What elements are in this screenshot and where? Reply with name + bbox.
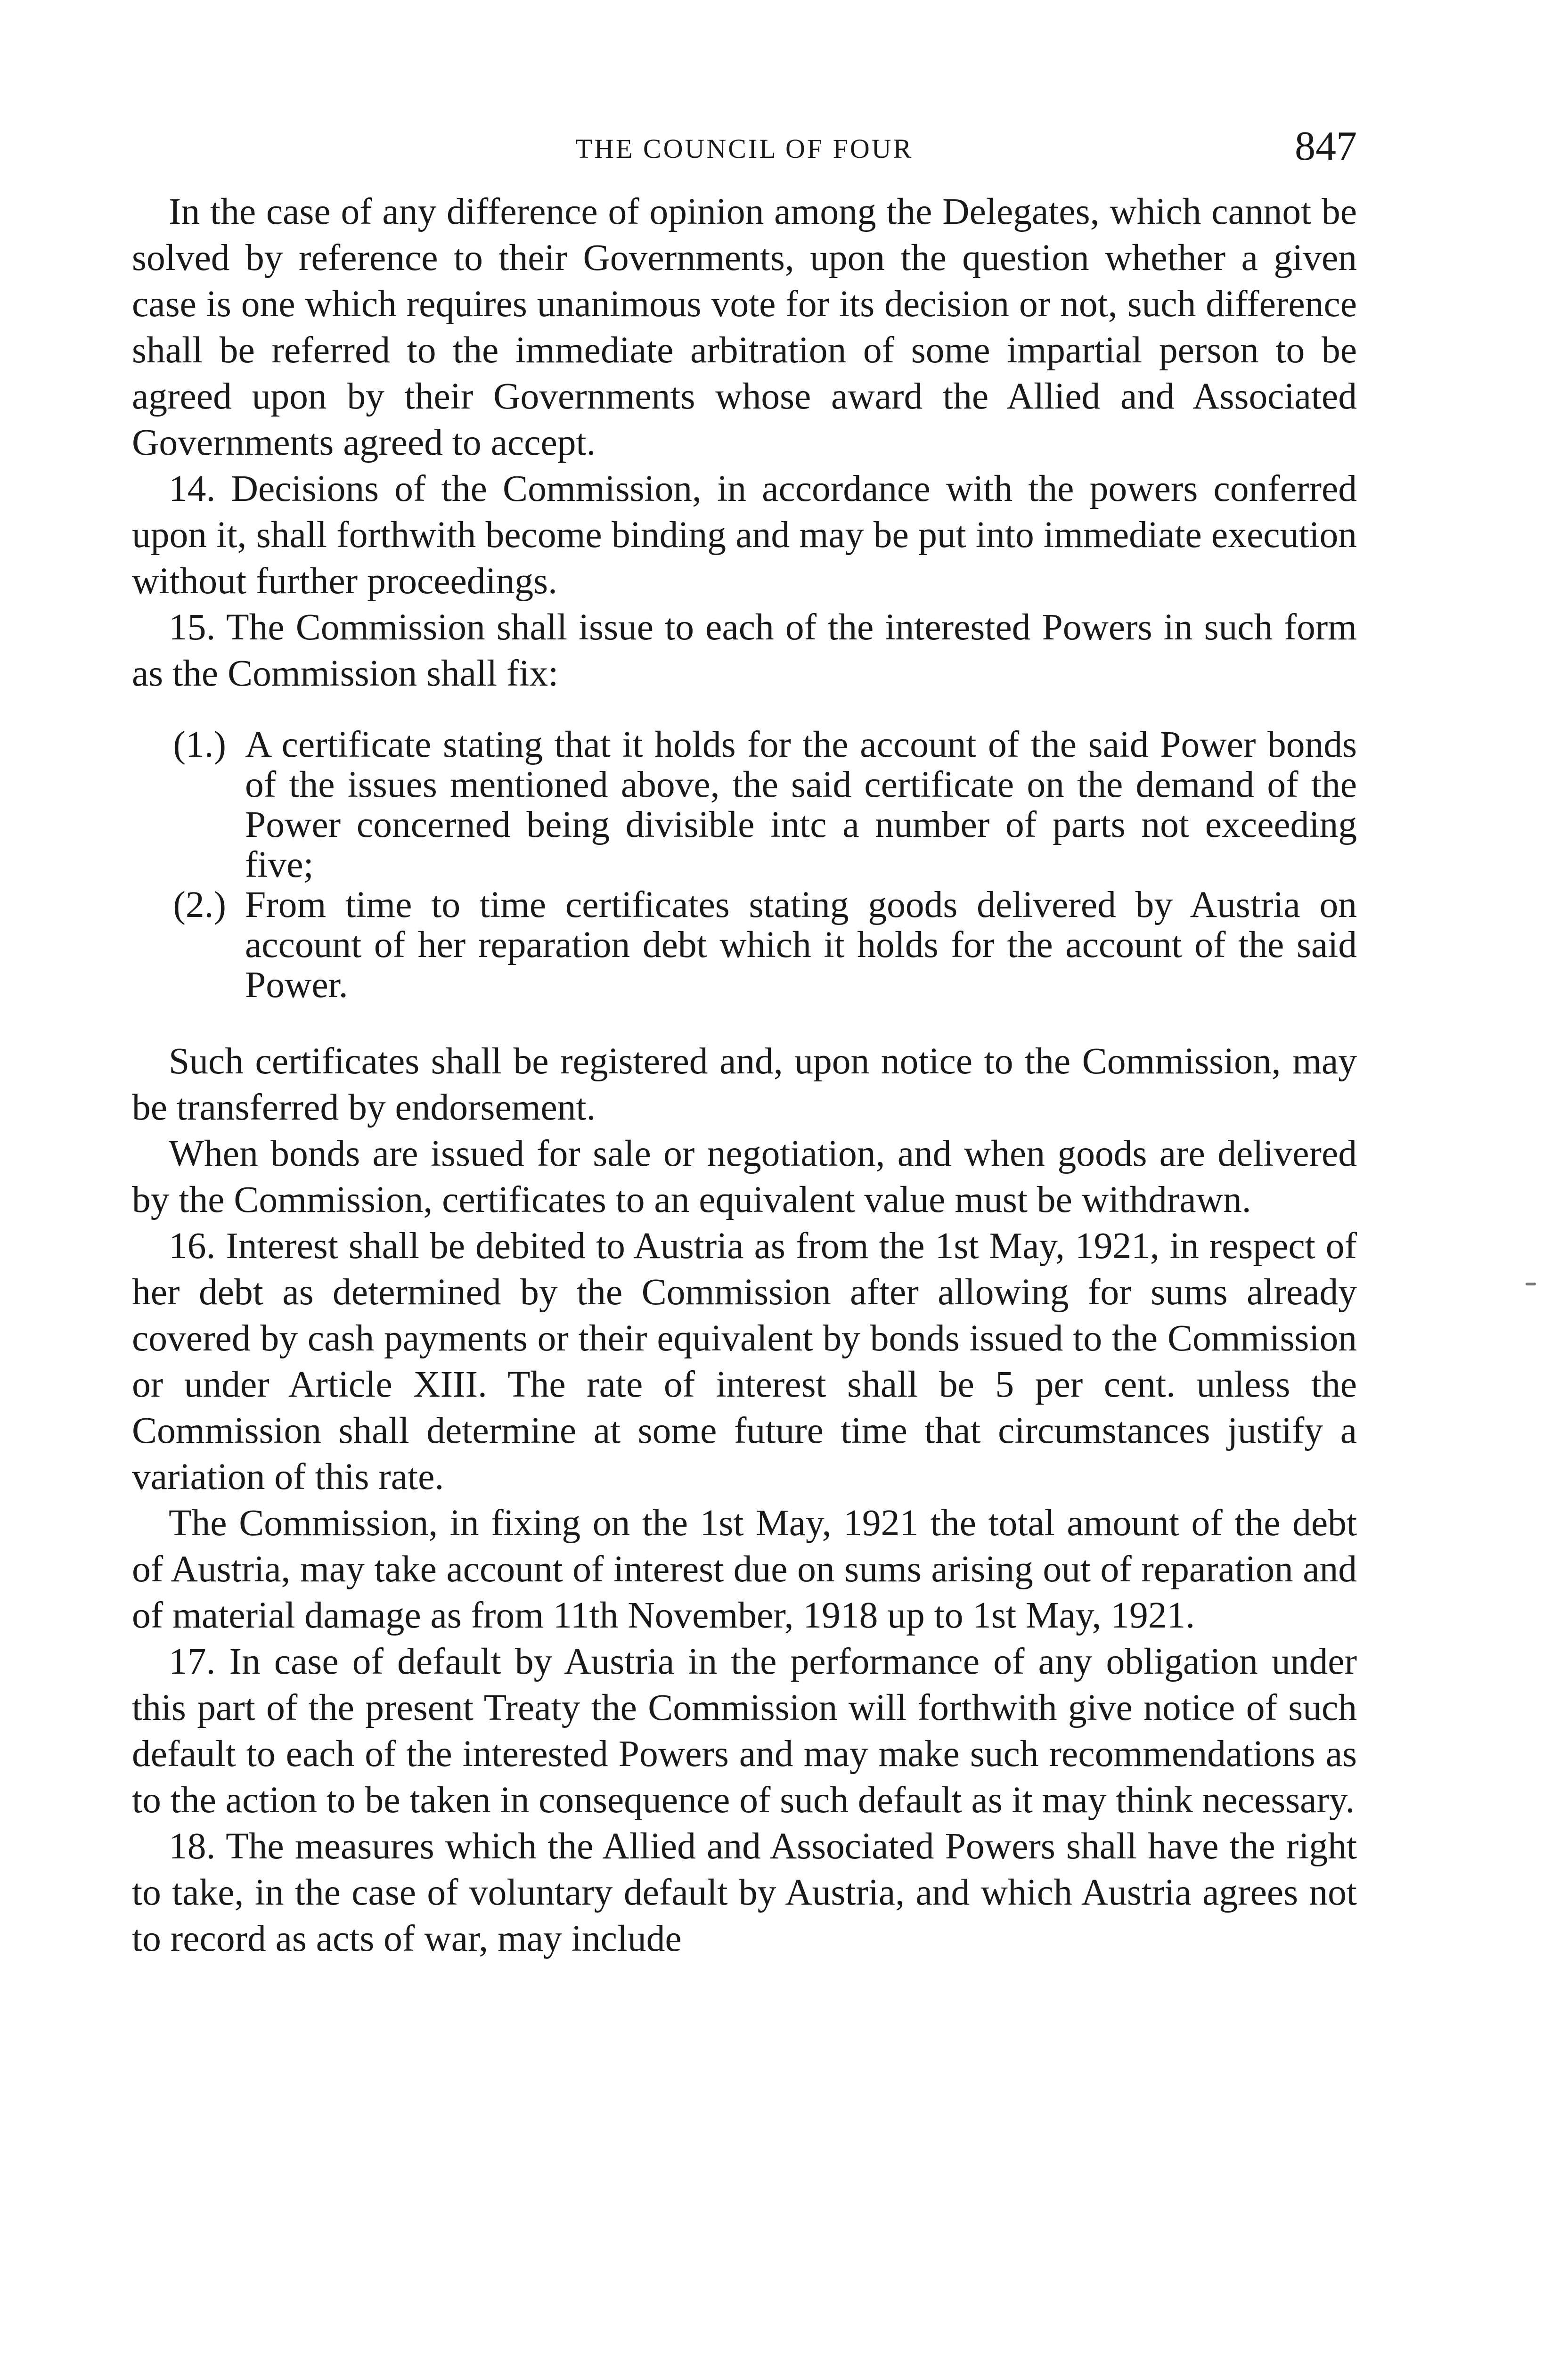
certificate-list — [132, 725, 1357, 1005]
paragraph-article-15: 15. The Commission shall issue to each of the interested Powers in such form as the Commission shall fix: — [132, 606, 1357, 694]
margin-mark — [1526, 1283, 1536, 1285]
list-item-text: A certificate stating that it holds for the account of the said Power bonds of the issues mentioned above, the said certificate on the demand of the Power concerned being divisible intc a number of parts not exceeding five; — [245, 724, 1357, 885]
paragraph-article-16: 16. Interest shall be debited to Austria as from the 1st May, 1921, in respect of her debt as determined by the Commission after allowing for sums already covered by cash payments or their equivalent by bonds issued to the Commission or under Article XIII. The rate of interest shall be 5 per cent. unless the Commission shall determine at some future time that circumstances justify a variation of this rate. — [132, 1225, 1357, 1497]
list-item-number: (1.) — [173, 724, 226, 765]
list-item — [132, 725, 1357, 885]
page-number: 847 — [1295, 123, 1357, 169]
paragraph-registration: Such certificates shall be registered and, upon notice to the Commission, may be transferred by endorsement. — [132, 1040, 1357, 1128]
list-item-text: From time to time certificates stating goods delivered by Austria on account of her reparation debt which it holds for the account of the said Power. — [245, 884, 1357, 1006]
list-item — [132, 885, 1357, 1005]
document-page — [132, 123, 1357, 1962]
paragraph-arbitration: In the case of any difference of opinion among the Delegates, which cannot be solved by reference to their Governments, upon the question whether a given case is one which requires unanimous vote for its decision or not, such difference shall be referred to the immediate arbitration of some impartial person to be agreed upon by their Governments whose award the Allied and Associated Governments agreed to accept. — [132, 191, 1357, 463]
paragraph-withdrawal: When bonds are issued for sale or negotiation, and when goods are delivered by the Commission, certificates to an equivalent value must be withdrawn. — [132, 1133, 1357, 1220]
paragraph-article-18: 18. The measures which the Allied and Associated Powers shall have the right to take, in the case of voluntary default by Austria, and which Austria agrees not to record as acts of war, may include — [132, 1825, 1357, 1959]
running-title: THE COUNCIL OF FOUR — [575, 133, 914, 164]
list-item-number: (2.) — [173, 884, 226, 925]
paragraph-article-14: 14. Decisions of the Commission, in accordance with the powers conferred upon it, shall forthwith become binding and may be put into immediate execution without further proceedings. — [132, 468, 1357, 602]
paragraph-article-17: 17. In case of default by Austria in the performance of any obligation under this part of the present Treaty the Commission will forthwith give notice of such default to each of the interested Powers and may make such recommendations as to the action to be taken in consequence of such default as it may think necessary. — [132, 1641, 1357, 1821]
paragraph-debt-interest: The Commission, in fixing on the 1st May, 1921 the total amount of the debt of Austria, may take account of interest due on sums arising out of reparation and of material damage as from 11th November, 1918 up to 1st May, 1921. — [132, 1502, 1357, 1636]
running-head — [132, 123, 1357, 170]
